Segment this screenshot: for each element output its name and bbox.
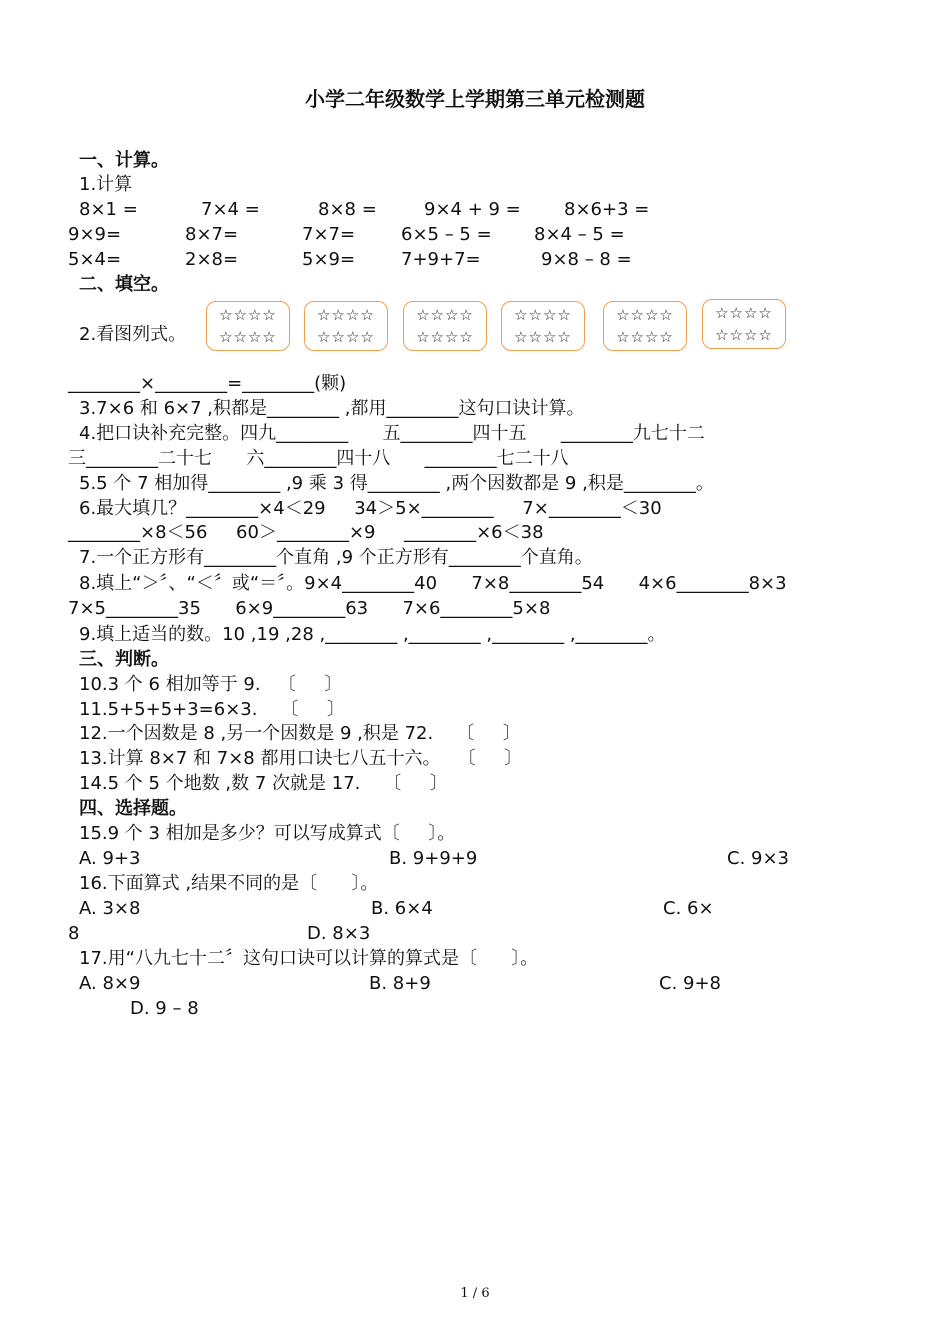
star-row: ☆☆☆☆ xyxy=(317,306,375,324)
star-row: ☆☆☆☆ xyxy=(616,328,674,346)
question-1-label: 1.计算 xyxy=(79,174,133,195)
calc-item: 9×9= xyxy=(68,224,122,245)
question-16: 16.下面算式 ,结果不同的是〔 〕。 xyxy=(79,873,379,894)
calc-item: 7×4 = xyxy=(201,199,260,220)
page-title: 小学二年级数学上学期第三单元检测题 xyxy=(305,87,645,111)
section-heading-fill-in: 二、填空。 xyxy=(79,274,169,295)
calc-item: 7×7= xyxy=(302,224,356,245)
option-c: C. 6× xyxy=(663,898,714,919)
option-a: A. 9+3 xyxy=(79,848,141,869)
star-row: ☆☆☆☆ xyxy=(416,306,474,324)
question-9: 9.填上适当的数。10 ,19 ,28 ,________ ,________ ,________ ,________。 xyxy=(79,624,666,645)
option-c: C. 9+8 xyxy=(659,973,721,994)
question-10: 10.3 个 6 相加等于 9. 〔 〕 xyxy=(79,674,343,695)
question-8: 8.填上“＞〞、“＜〞或“＝〞。9×4________40 7×8________54 4×6________8×3 xyxy=(79,573,787,594)
star-row: ☆☆☆☆ xyxy=(715,304,773,322)
question-2-label: 2.看图列式。 xyxy=(79,324,187,345)
star-row: ☆☆☆☆ xyxy=(616,306,674,324)
question-11: 11.5+5+5+3=6×3. 〔 〕 xyxy=(79,699,345,720)
calc-item: 9×4 + 9 = xyxy=(424,199,521,220)
option-d: D. 9 – 8 xyxy=(130,998,199,1019)
star-row: ☆☆☆☆ xyxy=(715,326,773,344)
question-5: 5.5 个 7 相加得________ ,9 乘 3 得________ ,两个因数都是 9 ,积是________。 xyxy=(79,473,714,494)
calc-item: 8×7= xyxy=(185,224,239,245)
star-row: ☆☆☆☆ xyxy=(514,306,572,324)
page-number: 1 / 6 xyxy=(460,1286,490,1301)
question-7: 7.一个正方形有________个直角 ,9 个正方形有________个直角。 xyxy=(79,547,593,568)
calc-item: 9×8 – 8 = xyxy=(541,249,632,270)
question-6: 6.最大填几？________×4＜29 34＞5×________ 7×________＜30 xyxy=(79,498,662,519)
question-2-answer-line: ________×________=________(颗) xyxy=(68,373,347,394)
calc-item: 7+9+7= xyxy=(401,249,481,270)
question-4-continued: 三________二十七 六________四十八 ________七二十八 xyxy=(68,448,569,469)
question-3: 3.7×6 和 6×7 ,积都是________ ,都用________这句口诀计算。 xyxy=(79,398,585,419)
calc-item: 5×4= xyxy=(68,249,122,270)
star-row: ☆☆☆☆ xyxy=(219,328,277,346)
star-row: ☆☆☆☆ xyxy=(514,328,572,346)
option-c-continued: 8 xyxy=(68,923,80,944)
section-heading-true-false: 三、判断。 xyxy=(79,649,169,670)
calc-item: 8×6+3 = xyxy=(564,199,650,220)
star-box xyxy=(501,301,585,351)
section-heading-calculation: 一、计算。 xyxy=(79,150,169,171)
question-17: 17.用“八九七十二〞这句口诀可以计算的算式是〔 〕。 xyxy=(79,948,539,969)
star-row: ☆☆☆☆ xyxy=(416,328,474,346)
star-box xyxy=(702,299,786,349)
star-row: ☆☆☆☆ xyxy=(219,306,277,324)
question-6-continued: ________×8＜56 60＞________×9 ________×6＜38 xyxy=(68,522,544,543)
option-a: A. 8×9 xyxy=(79,973,141,994)
star-box xyxy=(206,301,290,351)
option-b: B. 6×4 xyxy=(371,898,433,919)
option-b: B. 9+9+9 xyxy=(389,848,478,869)
question-12: 12.一个因数是 8 ,另一个因数是 9 ,积是 72. 〔 〕 xyxy=(79,723,521,744)
question-15: 15.9 个 3 相加是多少？可以写成算式〔 〕。 xyxy=(79,823,456,844)
star-box xyxy=(304,301,388,351)
option-a: A. 3×8 xyxy=(79,898,141,919)
calc-item: 5×9= xyxy=(302,249,356,270)
star-box xyxy=(603,301,687,351)
question-4: 4.把口诀补充完整。四九________ 五________四十五 ________九七十二 xyxy=(79,423,705,444)
calc-item: 8×1 = xyxy=(79,199,138,220)
calc-item: 2×8= xyxy=(185,249,239,270)
star-row: ☆☆☆☆ xyxy=(317,328,375,346)
calc-item: 8×8 = xyxy=(318,199,377,220)
option-d: D. 8×3 xyxy=(307,923,371,944)
option-c: C. 9×3 xyxy=(727,848,789,869)
question-13: 13.计算 8×7 和 7×8 都用口诀七八五十六。 〔 〕 xyxy=(79,748,523,769)
question-8-continued: 7×5________35 6×9________63 7×6________5×8 xyxy=(68,598,551,619)
star-box xyxy=(403,301,487,351)
option-b: B. 8+9 xyxy=(369,973,431,994)
question-14: 14.5 个 5 个地数 ,数 7 次就是 17. 〔 〕 xyxy=(79,773,448,794)
calc-item: 6×5 – 5 = xyxy=(401,224,492,245)
calc-item: 8×4 – 5 = xyxy=(534,224,625,245)
section-heading-multiple-choice: 四、选择题。 xyxy=(79,798,187,819)
